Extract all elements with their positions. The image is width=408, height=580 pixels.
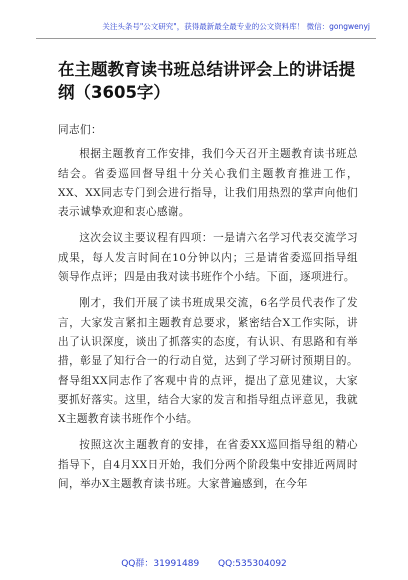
body-paragraph: 这次会议主要议程有四项：一是请六名学习代表交流学习成果，每人发言时间在10分钟以内；三是请省委巡回指导组领导作点评；四是由我对读书班作个小结。下面，逐项进行。: [58, 232, 358, 284]
page-header: [36, 14, 376, 39]
page-footer: [0, 556, 408, 569]
document-body: [58, 119, 358, 501]
footer-qq-contact: QQ:535304092: [218, 559, 287, 569]
body-paragraph: 刚才，我们开展了读书班成果交流，6名学员代表作了发言，大家发言紧扣主题教育总要求，紧密结合X工作实际，讲出了认识深度，谈出了抓落实的态度，有认识、有思路和有举措，彰显了知行合一的行动自觉，达到了学习研讨预期目的。督导组XX同志作了客观中肯的点评，提出了意见建议，大家要抓好落实。这里，结合大家的发言和指导组点评意见，我就X主题教育读书班作个小结。: [58, 297, 358, 426]
body-paragraph: 根据主题教育工作安排，我们今天召开主题教育读书班总结会。省委巡回督导组十分关心我们主题教育推进工作，XX、XX同志专门到会进行指导，让我们用热烈的掌声向他们表示诚挚欢迎和衷心感谢。: [58, 148, 358, 219]
body-paragraph: 按照这次主题教育的安排，在省委XX巡回指导组的精心指导下，自4月XX日开始，我们分两个阶段集中安排近两周时间，举办X主题教育读书班。大家普遍感到，在今年: [58, 439, 358, 491]
document-title: 在主题教育读书班总结讲评会上的讲话提纲（3605字）: [58, 60, 355, 102]
header-notice: 关注头条号"公文研究"，获得最新最全最专业的公文资料库！ 微信：gongwenyj: [102, 22, 370, 31]
salutation: 同志们：: [58, 124, 102, 136]
footer-qq-group: QQ群：31991489: [121, 559, 200, 569]
